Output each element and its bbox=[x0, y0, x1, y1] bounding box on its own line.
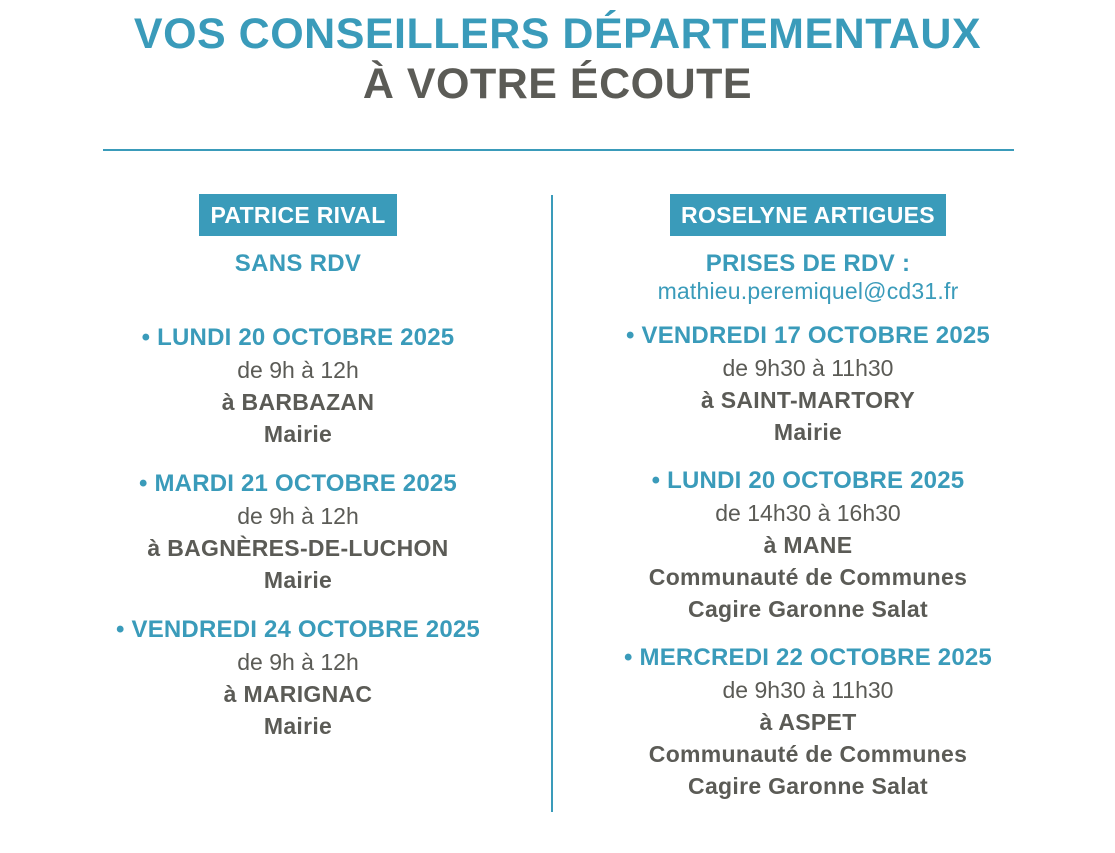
appointment-venue: Cagire Garonne Salat bbox=[688, 773, 928, 799]
appointment-hours: de 14h30 à 16h30 bbox=[715, 500, 901, 526]
appointment-hours: de 9h30 à 11h30 bbox=[722, 677, 894, 703]
appointment-venue: Mairie bbox=[263, 421, 333, 447]
appointment-hours: de 9h à 12h bbox=[237, 503, 359, 529]
appointment-place: à BAGNÈRES-DE-LUCHON bbox=[147, 535, 449, 561]
booking-email[interactable]: mathieu.peremiquel@cd31.fr bbox=[657, 278, 959, 304]
booking-info: SANS RDV bbox=[234, 250, 362, 277]
appointment-date: • LUNDI 20 OCTOBRE 2025 bbox=[141, 324, 455, 351]
appointment-item bbox=[98, 614, 498, 742]
appointment-hours: de 9h à 12h bbox=[237, 357, 359, 383]
councillor-name-badge: PATRICE RIVAL bbox=[199, 194, 396, 236]
councillor-name-badge: ROSELYNE ARTIGUES bbox=[670, 194, 946, 236]
appointment-item bbox=[608, 465, 1008, 625]
councillor-right bbox=[608, 194, 1008, 802]
appointment-date: • MERCREDI 22 OCTOBRE 2025 bbox=[624, 644, 992, 671]
booking-info: PRISES DE RDV : bbox=[705, 250, 911, 277]
appointment-place: à SAINT-MARTORY bbox=[700, 387, 916, 413]
appointment-hours: de 9h30 à 11h30 bbox=[722, 355, 894, 381]
page-title: VOS CONSEILLERS DÉPARTEMENTAUX bbox=[133, 10, 982, 58]
page-subtitle: À VOTRE ÉCOUTE bbox=[362, 60, 753, 108]
appointment-place: à ASPET bbox=[759, 709, 857, 735]
appointment-place: à MARIGNAC bbox=[223, 681, 373, 707]
councillor-left bbox=[98, 194, 498, 742]
appointment-venue: Communauté de Communes bbox=[648, 741, 968, 767]
appointment-venue: Cagire Garonne Salat bbox=[688, 596, 928, 622]
appointment-item bbox=[98, 322, 498, 450]
appointment-venue: Mairie bbox=[263, 713, 333, 739]
appointment-venue: Communauté de Communes bbox=[648, 564, 968, 590]
appointment-item bbox=[98, 468, 498, 596]
appointment-item bbox=[608, 320, 1008, 448]
appointment-date: • MARDI 21 OCTOBRE 2025 bbox=[139, 470, 457, 497]
appointment-date: • VENDREDI 17 OCTOBRE 2025 bbox=[626, 322, 990, 349]
appointment-hours: de 9h à 12h bbox=[237, 649, 359, 675]
column-divider bbox=[551, 195, 553, 812]
appointment-place: à MANE bbox=[763, 532, 853, 558]
header-divider bbox=[103, 149, 1014, 151]
appointment-date: • VENDREDI 24 OCTOBRE 2025 bbox=[116, 616, 480, 643]
appointment-date: • LUNDI 20 OCTOBRE 2025 bbox=[651, 467, 965, 494]
appointment-item bbox=[608, 642, 1008, 802]
appointment-venue: Mairie bbox=[773, 419, 843, 445]
appointment-place: à BARBAZAN bbox=[221, 389, 375, 415]
appointment-venue: Mairie bbox=[263, 567, 333, 593]
